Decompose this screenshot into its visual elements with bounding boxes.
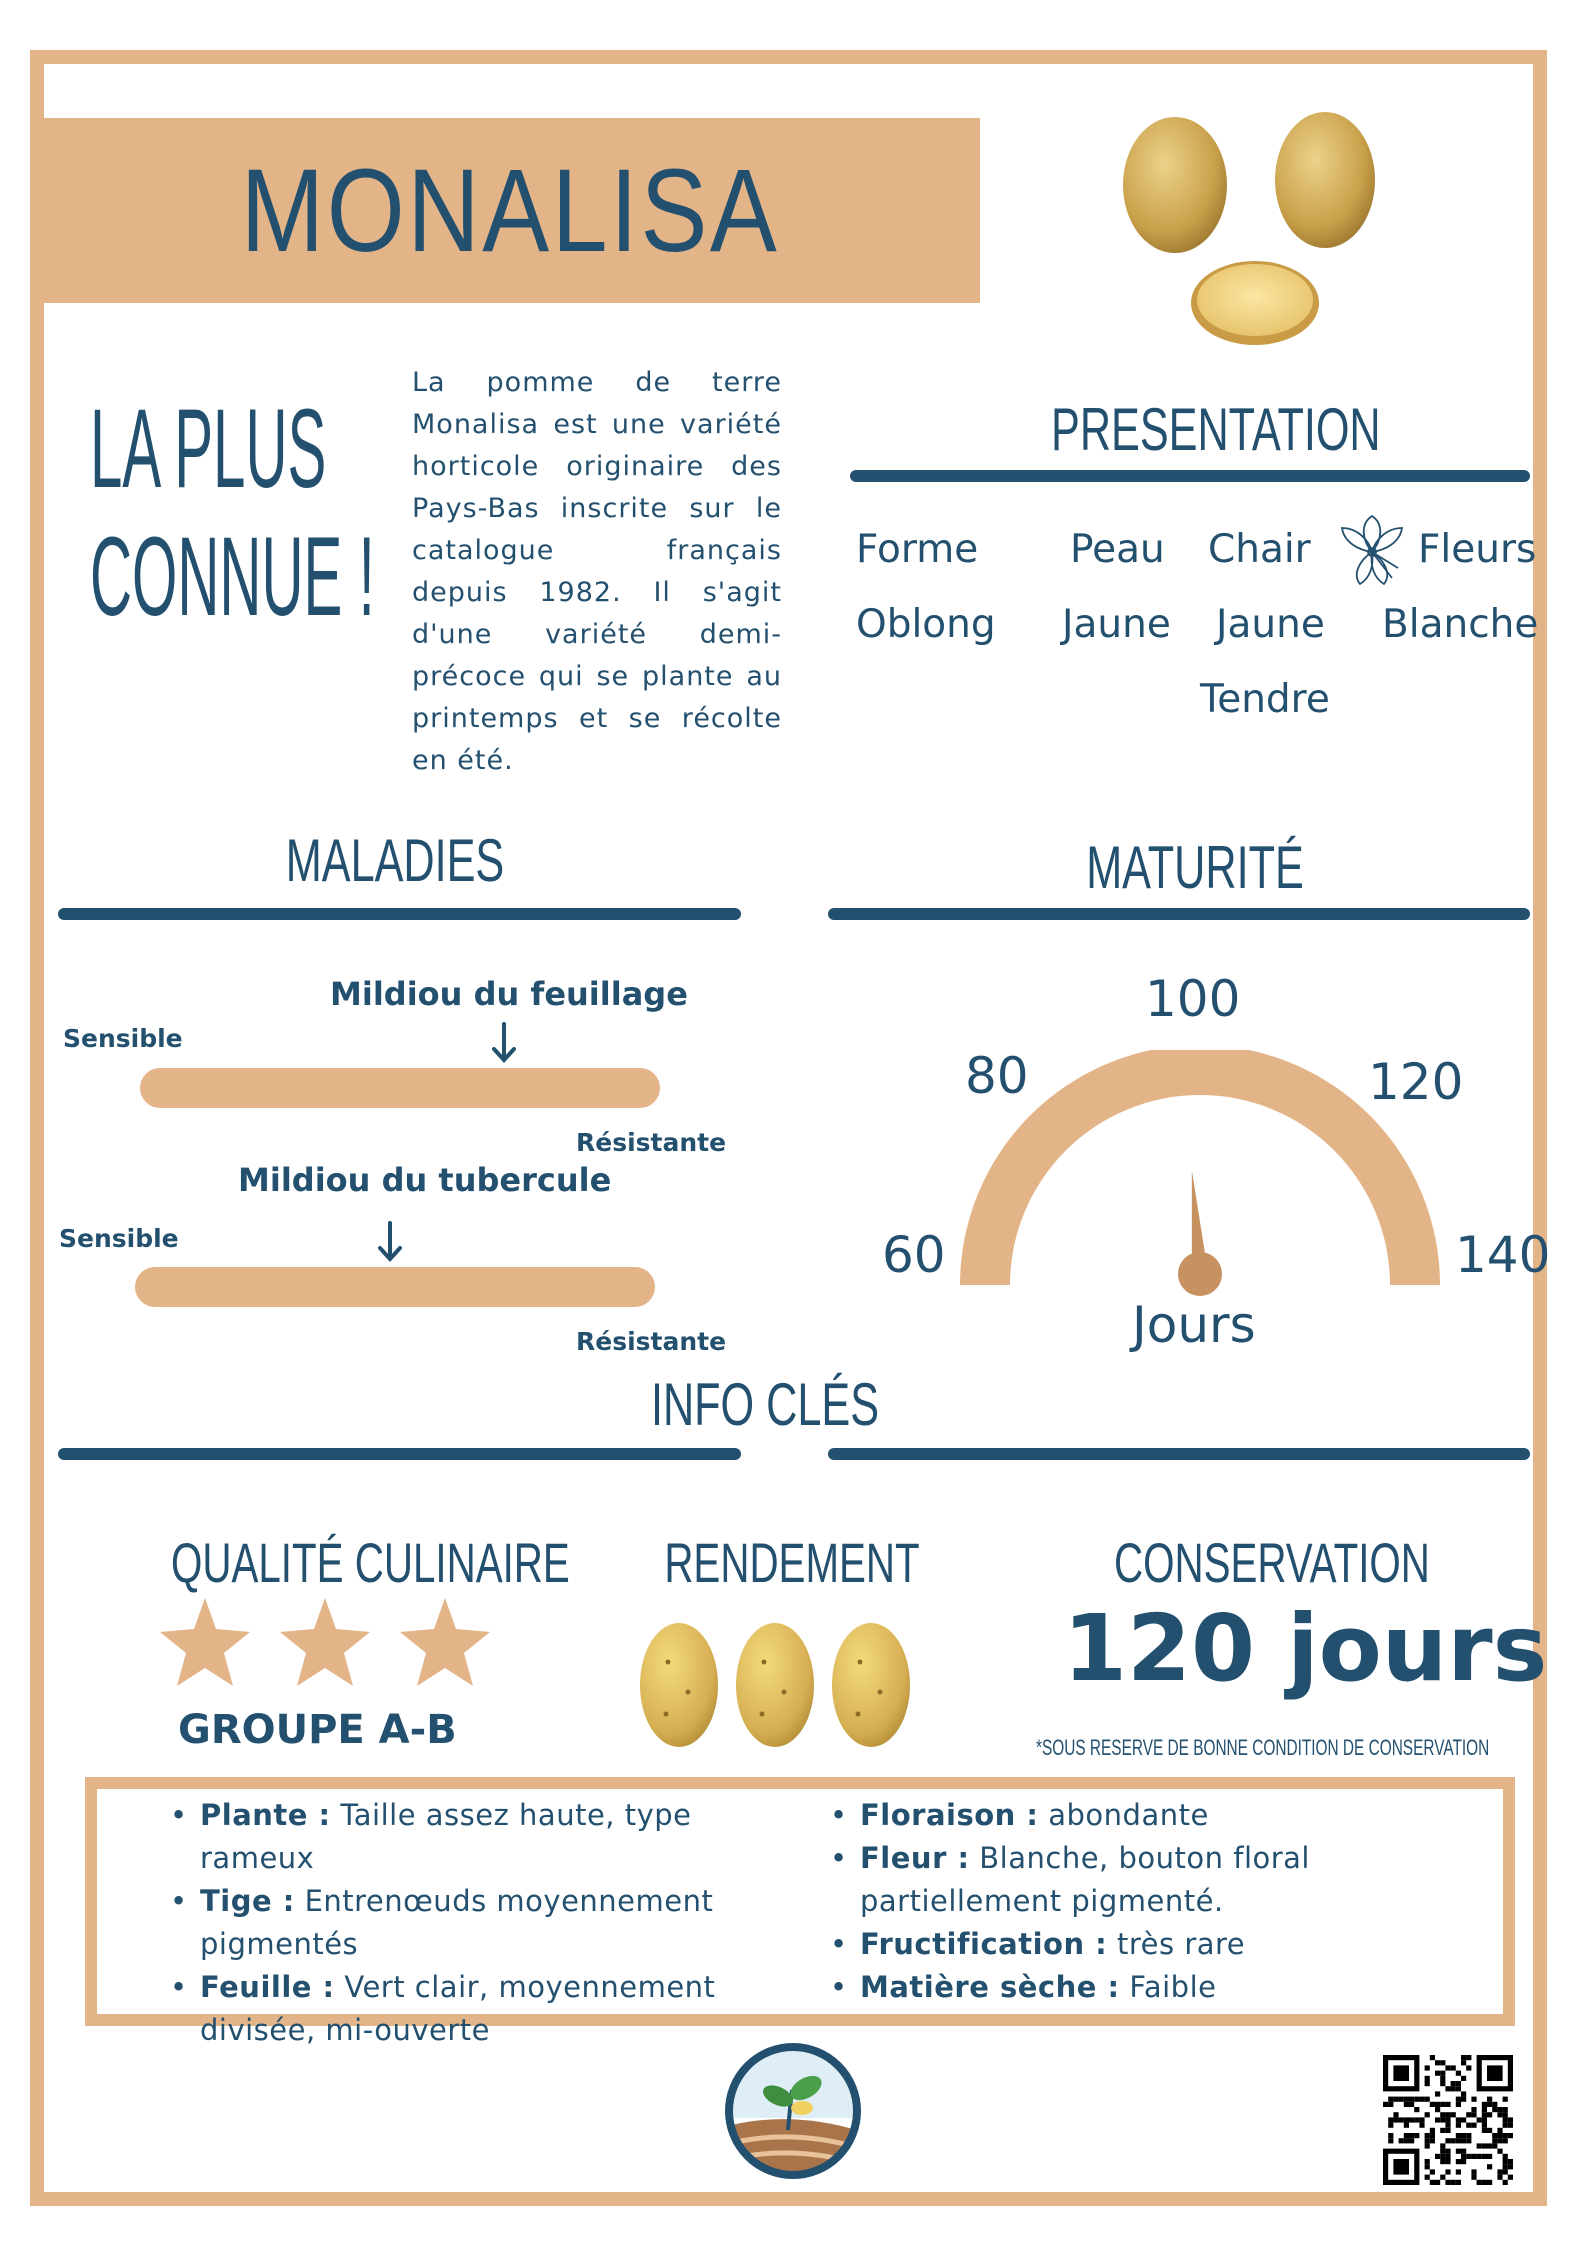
intro-paragraph: La pomme de terre Monalisa est une variété horticole originaire des Pays-Bas inscrite sur le catalogue français depuis 1982. Il s'agit d'une variété demi-précoce qui se plante au printemps et se récolte en été. bbox=[412, 367, 782, 776]
presentation-label-chair: Chair bbox=[1208, 527, 1311, 572]
star-icon bbox=[400, 1598, 490, 1686]
maturite-heading: MATURITÉ bbox=[1086, 834, 1304, 901]
potato-icon bbox=[736, 1623, 814, 1747]
detail-matiere-seche: • Matière sèche : Faible bbox=[830, 1966, 1490, 2009]
gauge-tick-140: 140 bbox=[1455, 1226, 1551, 1284]
disease-1-bar bbox=[140, 1068, 660, 1108]
gauge-needle bbox=[1170, 1169, 1224, 1298]
presentation-value-forme: Oblong bbox=[856, 602, 996, 647]
disease-1-resistante-label: Résistante bbox=[576, 1128, 727, 1157]
info-cles-heading: INFO CLÉS bbox=[650, 1371, 880, 1438]
presentation-value-chair: Jaune bbox=[1216, 602, 1325, 647]
maladies-heading: MALADIES bbox=[285, 827, 505, 894]
conservation-heading: CONSERVATION bbox=[1114, 1531, 1430, 1594]
presentation-label-peau: Peau bbox=[1070, 527, 1165, 572]
page-title: MONALISA bbox=[240, 144, 780, 277]
potatoes-illustration bbox=[1100, 105, 1400, 355]
sprout-logo-icon bbox=[720, 2038, 866, 2184]
gauge-tick-60: 60 bbox=[882, 1226, 946, 1284]
details-list-left bbox=[170, 1794, 800, 2052]
rendement-potatoes bbox=[638, 1622, 918, 1752]
info-cles-rule-left bbox=[58, 1448, 741, 1460]
star-icon bbox=[160, 1598, 250, 1686]
presentation-rule bbox=[850, 470, 1530, 482]
slogan-line-2: CONNUE ! bbox=[90, 514, 375, 639]
detail-fleur: • Fleur : Blanche, bouton floral partiellement pigmenté. bbox=[830, 1837, 1490, 1923]
disease-1-level-arrow bbox=[489, 1022, 519, 1066]
potato-icon bbox=[640, 1623, 718, 1747]
maturite-rule bbox=[828, 908, 1530, 920]
gauge-unit: Jours bbox=[1132, 1296, 1256, 1354]
qualite-stars bbox=[160, 1598, 500, 1693]
detail-fructification: • Fructification : très rare bbox=[830, 1923, 1490, 1966]
disease-2-sensible-label: Sensible bbox=[59, 1224, 179, 1253]
flower-icon bbox=[1332, 512, 1412, 590]
rendement-heading: RENDEMENT bbox=[664, 1531, 920, 1594]
gauge-tick-80: 80 bbox=[965, 1047, 1029, 1105]
presentation-value-fleurs: Blanche bbox=[1382, 602, 1539, 647]
qualite-heading: QUALITÉ CULINAIRE bbox=[171, 1531, 570, 1594]
presentation-label-forme: Forme bbox=[856, 527, 979, 572]
disease-name-2: Mildiou du tubercule bbox=[238, 1161, 612, 1199]
star-icon bbox=[280, 1598, 370, 1686]
disease-1-sensible-label: Sensible bbox=[63, 1024, 183, 1053]
disease-2-level-arrow bbox=[375, 1221, 405, 1265]
disease-name-1: Mildiou du feuillage bbox=[330, 975, 688, 1013]
detail-feuille: • Feuille : Vert clair, moyennement divisée, mi-ouverte bbox=[170, 1966, 800, 2052]
slogan-line-1: LA PLUS bbox=[90, 386, 327, 511]
conservation-note: *SOUS RESERVE DE BONNE CONDITION DE CONSERVATION bbox=[1036, 1735, 1490, 1760]
presentation-label-fleurs: Fleurs bbox=[1418, 527, 1537, 572]
detail-tige: • Tige : Entrenœuds moyennement pigmentés bbox=[170, 1880, 800, 1966]
gauge-tick-100: 100 bbox=[1145, 970, 1241, 1028]
details-list-right bbox=[830, 1794, 1490, 2009]
maladies-rule bbox=[58, 908, 741, 920]
slogan bbox=[90, 385, 375, 641]
qr-code-icon bbox=[1383, 2055, 1513, 2185]
presentation-heading: PRESENTATION bbox=[1051, 396, 1381, 463]
presentation-value-peau: Jaune bbox=[1062, 602, 1171, 647]
groupe-label: GROUPE A-B bbox=[178, 1707, 457, 1753]
disease-2-bar bbox=[135, 1267, 655, 1307]
gauge-tick-120: 120 bbox=[1368, 1053, 1464, 1111]
detail-floraison: • Floraison : abondante bbox=[830, 1794, 1490, 1837]
potato-icon bbox=[832, 1623, 910, 1747]
info-cles-rule-right bbox=[828, 1448, 1530, 1460]
presentation-value-chair-2: Tendre bbox=[1200, 677, 1330, 722]
conservation-value: 120 jours bbox=[1063, 1595, 1548, 1702]
disease-2-resistante-label: Résistante bbox=[576, 1327, 727, 1356]
detail-plante: • Plante : Taille assez haute, type rameux bbox=[170, 1794, 800, 1880]
